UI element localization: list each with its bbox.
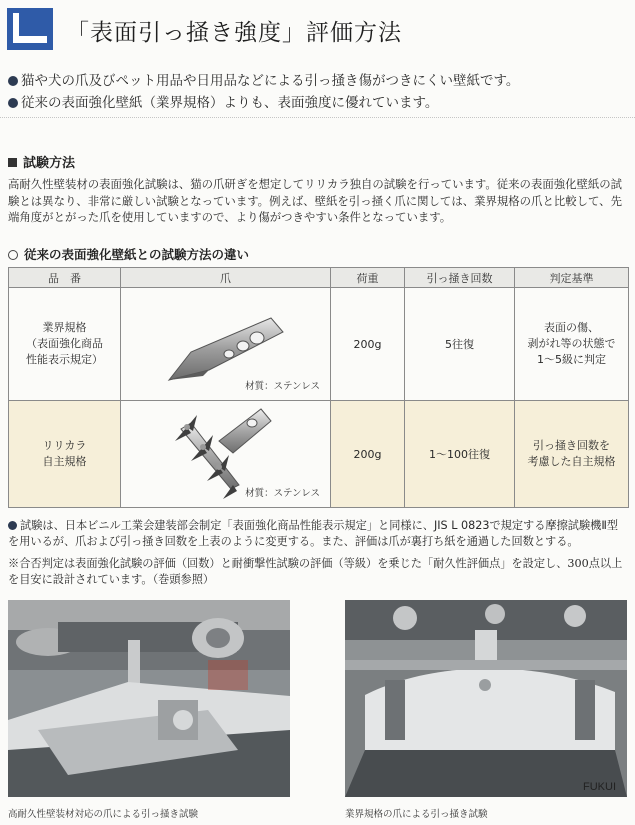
- criteria-line: 表面の傷、: [544, 321, 599, 334]
- criteria-cell: [515, 288, 629, 401]
- circle-bullet-icon: [8, 250, 18, 260]
- criteria-line: 剥がれ等の状態で: [527, 337, 616, 350]
- product-name-cell: [9, 288, 121, 401]
- product-name-line: 業界規格: [42, 321, 87, 334]
- claw-image-cell: [121, 401, 331, 508]
- bullet-dot-icon: [8, 76, 18, 86]
- count-cell: 1〜100往復: [405, 401, 515, 508]
- page-title: 「表面引っ掻き強度」評価方法: [66, 20, 402, 46]
- product-name-line: 性能表示規定）: [26, 353, 103, 366]
- table-row: [9, 288, 629, 401]
- feature-text: 従来の表面強化壁紙（業界規格）よりも、表面強度に優れています。: [21, 95, 439, 111]
- criteria-line: 1〜5級に判定: [537, 353, 606, 366]
- bullet-dot-icon: [8, 98, 18, 108]
- section-heading-text: 試験方法: [23, 156, 76, 171]
- load-cell: 200g: [331, 401, 405, 508]
- product-name-cell: [9, 401, 121, 508]
- section-paragraph: 高耐久性壁装材の表面強化試験は、猫の爪研ぎを想定してリリカラ独自の試験を行っています。従来の表面強化壁紙の試験とは異なり、非常に厳しい試験となっています。例えば、壁紙を引っ掻く爪に関しては、業界規格の爪と比較して、先端角度がとがった爪を使用していますので、より傷がつきやすい条件となっています。: [8, 177, 623, 224]
- claw-image-cell: [121, 288, 331, 401]
- divider: [0, 117, 635, 119]
- section-heading: [8, 152, 75, 171]
- pass-note: ※合否判定は表面強化試験の評価（回数）と耐衝撃性試験の評価（等級）を乗じた「耐久性評価点」を設定し、300点以上を目安に設計されています。（巻頭参照）: [8, 557, 623, 586]
- machine-label: FUKUI: [583, 781, 616, 793]
- comparison-table: [8, 267, 629, 508]
- header-cell: 判定基準: [515, 268, 629, 288]
- right-photo-caption: 業界規格の爪による引っ掻き試験: [345, 809, 488, 820]
- table-header-row: [9, 268, 629, 288]
- product-name-line: （表面強化商品: [26, 337, 103, 350]
- header-cell: 荷重: [331, 268, 405, 288]
- bullet-dot-icon: [8, 521, 17, 530]
- material-label: 材質：ステンレス: [245, 381, 320, 392]
- test-note-text: 試験は、日本ビニル工業会建装部会制定「表面強化商品性能表示規定」と同様に、JIS L 0823で規定する摩擦試験機Ⅱ型を用いるが、爪および引っ掻き回数を上表のように変更する。また、評価は爪が裏打ち紙を通過した回数とする。: [8, 519, 619, 548]
- feature-bullet-2: [8, 91, 438, 111]
- criteria-line: 考慮した自主規格: [527, 455, 616, 468]
- feature-text: 猫や犬の爪及びペット用品や日用品などによる引っ掻き傷がつきにくい壁紙です。: [21, 73, 520, 89]
- product-name-line: リリカラ: [42, 439, 87, 452]
- header-cell: 引っ掻き回数: [405, 268, 515, 288]
- square-bullet-icon: [8, 158, 17, 167]
- table-heading: [8, 245, 249, 263]
- test-note: [8, 518, 628, 550]
- criteria-line: 引っ掻き回数を: [533, 439, 610, 452]
- header-cell: 品 番: [9, 268, 121, 288]
- load-cell: 200g: [331, 288, 405, 401]
- table-heading-text: 従来の表面強化壁紙との試験方法の違い: [24, 247, 250, 262]
- left-photo-caption: 高耐久性壁装材対応の爪による引っ掻き試験: [8, 809, 199, 820]
- criteria-cell: [515, 401, 629, 508]
- count-cell: 5往復: [405, 288, 515, 401]
- product-name-line: 自主規格: [42, 455, 87, 468]
- feature-bullet-1: [8, 69, 519, 89]
- table-row: [9, 401, 629, 508]
- header-cell: 爪: [121, 268, 331, 288]
- left-test-photo: [8, 600, 290, 797]
- right-test-photo: [345, 600, 627, 797]
- brand-logo-icon: [7, 8, 53, 50]
- material-label: 材質：ステンレス: [245, 488, 320, 499]
